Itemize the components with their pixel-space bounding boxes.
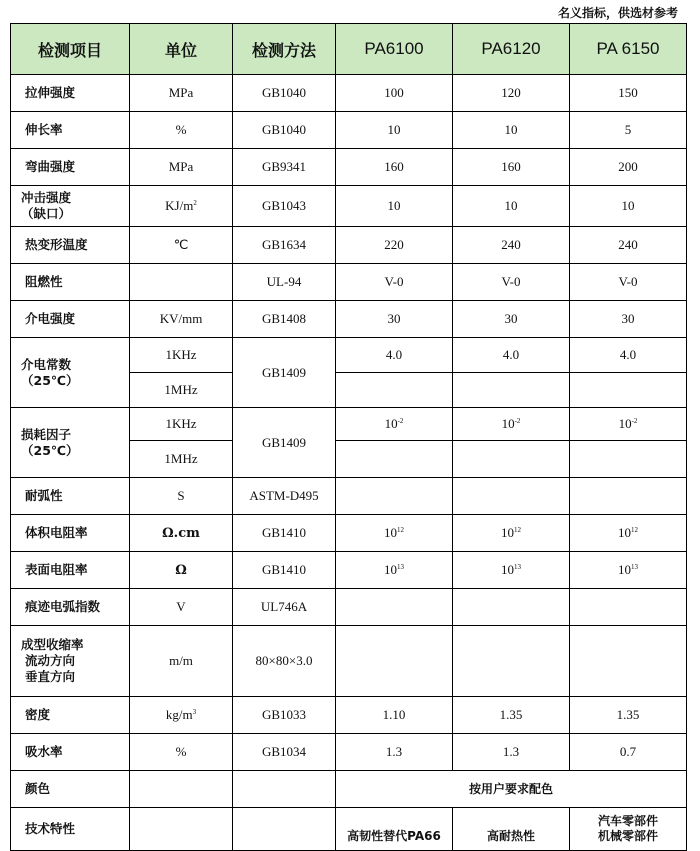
row-value: [570, 589, 687, 626]
row-method: GB1034: [233, 734, 336, 771]
row-unit: 1MHz: [130, 441, 233, 478]
row-unit: Ω.cm: [130, 515, 233, 552]
table-row: [11, 338, 687, 373]
row-item-line: 成型收缩率: [21, 637, 84, 652]
row-unit: [130, 186, 233, 227]
row-value: 30: [570, 301, 687, 338]
row-unit: V: [130, 589, 233, 626]
table-row: [11, 75, 687, 112]
row-value: [453, 441, 570, 478]
row-method: GB1043: [233, 186, 336, 227]
header-row: [11, 24, 687, 75]
value-exp: -2: [514, 417, 521, 425]
row-value: 220: [336, 227, 453, 264]
row-method: GB1408: [233, 301, 336, 338]
row-value: 100: [336, 75, 453, 112]
row-value: 1.3: [453, 734, 570, 771]
row-unit: [130, 808, 233, 851]
row-value: [453, 478, 570, 515]
table-row: [11, 149, 687, 186]
row-value: [570, 373, 687, 408]
row-unit: 1KHz: [130, 408, 233, 441]
table-row: [11, 552, 687, 589]
value-base: 10: [501, 416, 515, 431]
row-unit: S: [130, 478, 233, 515]
row-item: [11, 186, 130, 227]
row-item: 颜色: [11, 771, 130, 808]
value-exp: 12: [514, 526, 521, 534]
row-item: 体积电阻率: [11, 515, 130, 552]
row-value: [570, 408, 687, 441]
value-base: 10: [501, 562, 514, 577]
unit-sup: 3: [192, 708, 197, 716]
row-value: V-0: [336, 264, 453, 301]
table-row: [11, 301, 687, 338]
row-unit: %: [130, 112, 233, 149]
row-item: 密度: [11, 697, 130, 734]
row-value: V-0: [453, 264, 570, 301]
row-item-line: （缺口）: [21, 206, 72, 221]
row-item: [11, 338, 130, 408]
row-item: 技术特性: [11, 808, 130, 851]
row-method: UL746A: [233, 589, 336, 626]
row-unit: [130, 697, 233, 734]
row-value: 4.0: [453, 338, 570, 373]
row-method: GB1040: [233, 112, 336, 149]
header-pa6120: PA6120: [453, 24, 570, 75]
row-item-line: 垂直方向: [25, 669, 76, 684]
header-pa6150: PA 6150: [570, 24, 687, 75]
row-value: 10: [336, 112, 453, 149]
row-value: [336, 626, 453, 697]
row-item: 痕迹电弧指数: [11, 589, 130, 626]
row-unit: [130, 771, 233, 808]
row-method: GB1033: [233, 697, 336, 734]
table-row: [11, 515, 687, 552]
row-value: 0.7: [570, 734, 687, 771]
header-unit: 单位: [130, 24, 233, 75]
table-row: [11, 808, 687, 851]
value-exp: 13: [631, 563, 638, 571]
row-method: UL-94: [233, 264, 336, 301]
row-value: [453, 552, 570, 589]
row-item: 拉伸强度: [11, 75, 130, 112]
row-value: 30: [336, 301, 453, 338]
row-item-line: （25℃）: [21, 372, 79, 388]
value-base: 10: [618, 562, 631, 577]
unit-sup: 2: [193, 199, 197, 207]
table-row: [11, 734, 687, 771]
row-value: 10: [570, 186, 687, 227]
row-method: [233, 771, 336, 808]
value-exp: 13: [397, 563, 404, 571]
row-method: [233, 808, 336, 851]
table-row: [11, 697, 687, 734]
row-value: [570, 626, 687, 697]
value-exp: 13: [514, 563, 521, 571]
table-row: [11, 478, 687, 515]
row-unit: Ω: [130, 552, 233, 589]
row-value: 160: [336, 149, 453, 186]
row-unit: 1KHz: [130, 338, 233, 373]
row-item: 弯曲强度: [11, 149, 130, 186]
row-value: [570, 441, 687, 478]
row-unit: [130, 264, 233, 301]
row-unit: ℃: [130, 227, 233, 264]
unit-text: KJ/m: [165, 198, 194, 213]
table-row: [11, 264, 687, 301]
header-item: 检测项目: [11, 24, 130, 75]
row-unit: KV/mm: [130, 301, 233, 338]
row-unit: %: [130, 734, 233, 771]
row-item: 表面电阻率: [11, 552, 130, 589]
header-pa6100: PA6100: [336, 24, 453, 75]
value-exp: 12: [397, 526, 404, 534]
row-value: 1.35: [570, 697, 687, 734]
row-item: 耐弧性: [11, 478, 130, 515]
row-value: [453, 626, 570, 697]
row-value: 200: [570, 149, 687, 186]
row-item: [11, 626, 130, 697]
row-value: 1.10: [336, 697, 453, 734]
value-base: 10: [501, 525, 514, 540]
row-value: [336, 478, 453, 515]
row-item: 吸水率: [11, 734, 130, 771]
value-base: 10: [618, 525, 631, 540]
row-item: 阻燃性: [11, 264, 130, 301]
row-value: 240: [453, 227, 570, 264]
row-method: GB1634: [233, 227, 336, 264]
unit-text: kg/m: [165, 707, 193, 722]
feature-line: 汽车零部件: [597, 814, 658, 828]
row-method: GB1410: [233, 552, 336, 589]
row-method: GB9341: [233, 149, 336, 186]
row-value: 240: [570, 227, 687, 264]
reference-note: 名义指标，供选材参考: [557, 6, 678, 20]
row-value: 1.35: [453, 697, 570, 734]
row-value: 30: [453, 301, 570, 338]
row-value: 10: [453, 112, 570, 149]
feature-value: 高韧性替代PA66: [336, 808, 453, 851]
table-row: [11, 626, 687, 697]
row-item-line: 流动方向: [25, 653, 76, 668]
row-value: [453, 408, 570, 441]
row-value: 5: [570, 112, 687, 149]
row-item-line: 介电常数: [21, 356, 72, 372]
value-base: 10: [618, 416, 632, 431]
row-method: 80×80×3.0: [233, 626, 336, 697]
value-base: 10: [384, 525, 397, 540]
row-unit: 1MHz: [130, 373, 233, 408]
row-value: 10: [336, 186, 453, 227]
row-item: 伸长率: [11, 112, 130, 149]
color-value: 按用户要求配色: [336, 771, 687, 808]
row-value: [453, 589, 570, 626]
row-method: GB1409: [233, 338, 336, 408]
row-method: ASTM-D495: [233, 478, 336, 515]
row-item-line: 冲击强度: [21, 190, 72, 205]
row-value: [570, 552, 687, 589]
value-base: 10: [384, 416, 398, 431]
row-value: [570, 478, 687, 515]
row-unit: m/m: [130, 626, 233, 697]
row-value: 150: [570, 75, 687, 112]
value-base: 10: [384, 562, 397, 577]
row-method: GB1409: [233, 408, 336, 478]
row-value: [336, 373, 453, 408]
table-row: [11, 227, 687, 264]
row-item: 热变形温度: [11, 227, 130, 264]
row-value: [336, 552, 453, 589]
row-value: [336, 441, 453, 478]
table-row: [11, 186, 687, 227]
row-value: [453, 515, 570, 552]
table-row: [11, 589, 687, 626]
feature-value: 高耐热性: [453, 808, 570, 851]
row-value: 120: [453, 75, 570, 112]
row-value: [453, 373, 570, 408]
row-value: 4.0: [570, 338, 687, 373]
table-row: [11, 408, 687, 441]
value-exp: -2: [631, 417, 638, 425]
value-exp: 12: [631, 526, 638, 534]
row-item: [11, 408, 130, 478]
table-row: [11, 771, 687, 808]
row-method: GB1040: [233, 75, 336, 112]
row-value: [336, 589, 453, 626]
feature-value: [570, 808, 687, 851]
row-item: 介电强度: [11, 301, 130, 338]
row-value: V-0: [570, 264, 687, 301]
feature-line: 机械零部件: [597, 829, 658, 843]
header-method: 检测方法: [233, 24, 336, 75]
properties-table: [10, 23, 687, 851]
table-row: [11, 112, 687, 149]
row-method: GB1410: [233, 515, 336, 552]
row-value: 10: [453, 186, 570, 227]
row-item-line: 损耗因子: [21, 426, 72, 442]
row-item-line: （25℃）: [21, 442, 79, 458]
row-value: [336, 515, 453, 552]
row-value: 4.0: [336, 338, 453, 373]
row-unit: MPa: [130, 75, 233, 112]
row-value: 160: [453, 149, 570, 186]
row-value: [570, 515, 687, 552]
value-exp: -2: [397, 417, 404, 425]
row-value: 1.3: [336, 734, 453, 771]
row-value: [336, 408, 453, 441]
row-unit: MPa: [130, 149, 233, 186]
